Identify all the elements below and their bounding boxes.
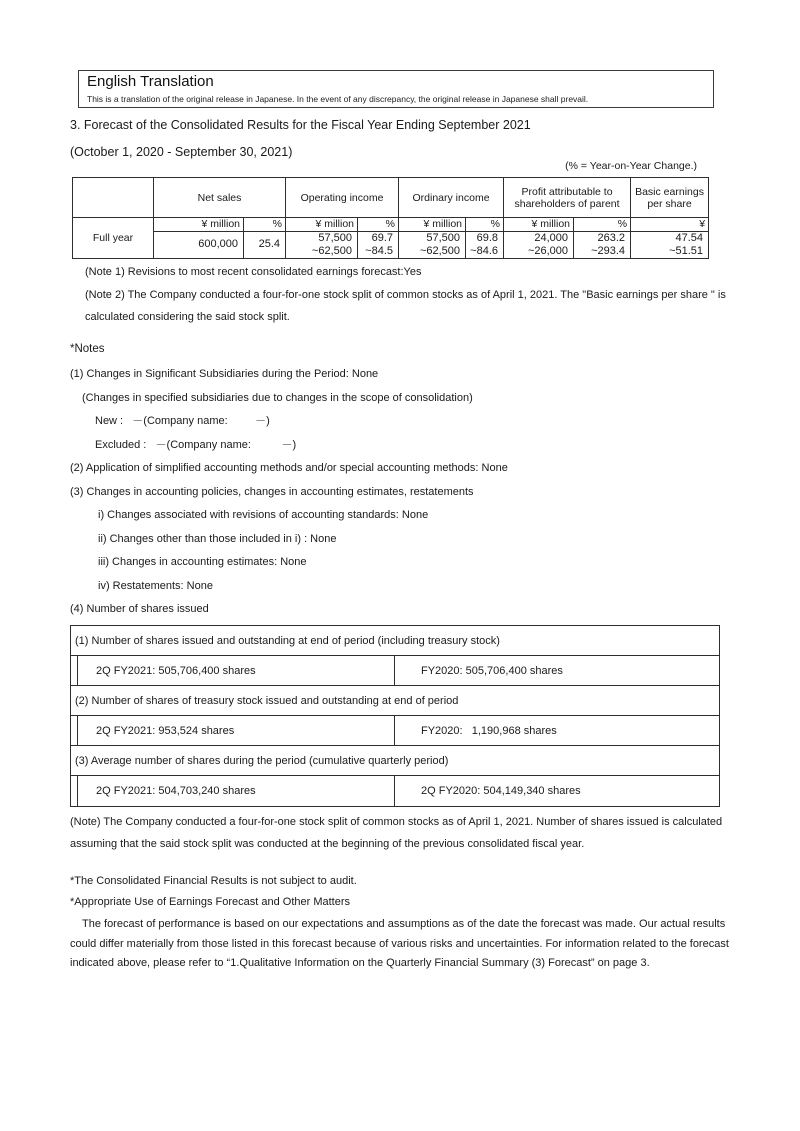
note-item-2: (2) Application of simplified accounting methods and/or special accounting methods: None: [70, 462, 508, 474]
notes-title: *Notes: [70, 343, 105, 355]
note-item-1-excluded: Excluded : －(Company name: －): [95, 438, 297, 451]
translation-box-disclaimer: This is a translation of the original release in Japanese. In the event of any discrepancy, the original release in Japanese shall prevail.: [87, 94, 589, 104]
shares-1-current: 2Q FY2021: 505,706,400 shares: [71, 656, 395, 685]
profit-pct-low: 263.2: [597, 232, 626, 244]
cell-basic-eps: [631, 232, 709, 259]
operating-income-pct-high: ~84.5: [365, 244, 394, 257]
operating-income-value-low: 57,500: [318, 232, 352, 244]
operating-income-value-high: ~62,500: [311, 244, 352, 257]
forecast-table: [72, 177, 709, 259]
shares-data-row-3: [71, 776, 719, 806]
unit-operating-income-pct: %: [358, 218, 399, 232]
cell-operating-income-pct: [358, 232, 399, 259]
unit-ordinary-income-value: ¥ million: [399, 218, 466, 232]
shares-3-previous: 2Q FY2020: 504,149,340 shares: [421, 785, 581, 797]
shares-table: [70, 625, 720, 807]
shares-header-2: (2) Number of shares of treasury stock issued and outstanding at end of period: [71, 686, 719, 716]
shares-2-current: 2Q FY2021: 953,524 shares: [71, 716, 395, 745]
row-label-full-year: Full year: [73, 218, 154, 259]
unit-net-sales-value: ¥ million: [154, 218, 244, 232]
col-header-operating-income: Operating income: [286, 178, 399, 218]
basic-eps-high: ~51.51: [669, 244, 704, 257]
note-item-4: (4) Number of shares issued: [70, 603, 209, 615]
notes-section: [70, 342, 735, 626]
shares-data-row-1: [71, 656, 719, 686]
forecast-note-1: (Note 1) Revisions to most recent consolidated earnings forecast:Yes: [85, 266, 422, 278]
shares-1-previous: FY2020: 505,706,400 shares: [421, 664, 563, 677]
note-item-3: (3) Changes in accounting policies, changes in accounting estimates, restatements: [70, 485, 474, 498]
shares-header-1: (1) Number of shares issued and outstanding at end of period (including treasury stock): [71, 626, 719, 656]
forecast-table-header-row: [73, 178, 709, 218]
unit-ordinary-income-pct: %: [466, 218, 504, 232]
translation-box: [78, 70, 714, 108]
shares-table-note: (Note) The Company conducted a four-for-one stock split of common stocks as of April 1, 2021. Number of shares issued is calculated assuming that the said stock split was conducted at the beginning of the previous consolidated fiscal year.: [70, 816, 723, 850]
profit-pct-high: ~293.4: [591, 244, 626, 257]
fiscal-period: (October 1, 2020 - September 30, 2021): [70, 145, 293, 159]
cell-net-sales-value: [154, 232, 244, 259]
note-item-1-sub: (Changes in specified subsidiaries due to changes in the scope of consolidation): [82, 391, 473, 404]
col-header-ordinary-income: Ordinary income: [399, 178, 504, 218]
shares-header-3: (3) Average number of shares during the period (cumulative quarterly period): [71, 746, 719, 776]
section-heading: 3. Forecast of the Consolidated Results for the Fiscal Year Ending September 2021: [70, 118, 531, 132]
cell-profit-pct: [574, 232, 631, 259]
ordinary-income-value-low: 57,500: [426, 232, 461, 244]
shares-2-previous: FY2020: 1,190,968 shares: [421, 724, 557, 737]
forecast-note-2: (Note 2) The Company conducted a four-for-one stock split of common stocks as of April 1, 2021. The "Basic earnings per share " is calculated considering the said stock split.: [85, 288, 726, 323]
forecast-table-units-row: [73, 218, 709, 232]
note-item-3-iv: iv) Restatements: None: [98, 579, 213, 592]
net-sales-pct: 25.4: [258, 238, 280, 251]
note-item-3-i: i) Changes associated with revisions of accounting standards: None: [98, 509, 429, 521]
note-item-3-ii: ii) Changes other than those included in i) : None: [98, 532, 337, 545]
cell-ordinary-income-pct: [466, 232, 504, 259]
unit-profit-pct: %: [574, 218, 631, 232]
net-sales-value: 600,000: [198, 238, 238, 251]
forecast-table-data-row: [73, 232, 709, 259]
corner-cell: [73, 178, 154, 218]
unit-operating-income-value: ¥ million: [286, 218, 358, 232]
ordinary-income-pct-high: ~84.6: [470, 244, 499, 257]
col-header-profit-attributable: Profit attributable to shareholders of parent: [504, 178, 631, 218]
note-item-1-new: New : －(Company name: －): [95, 415, 270, 427]
profit-value-high: ~26,000: [527, 244, 569, 257]
unit-profit-value: ¥ million: [504, 218, 574, 232]
shares-data-row-2: [71, 716, 719, 746]
note-item-3-iii: iii) Changes in accounting estimates: None: [98, 556, 307, 568]
profit-value-low: 24,000: [534, 232, 569, 244]
note-item-1: (1) Changes in Significant Subsidiaries during the Period: None: [70, 368, 379, 380]
cell-operating-income-value: [286, 232, 358, 259]
unit-basic-eps: ¥: [631, 218, 709, 232]
operating-income-pct-low: 69.7: [371, 232, 394, 244]
ordinary-income-pct-low: 69.8: [476, 232, 499, 244]
ordinary-income-value-high: ~62,500: [419, 244, 461, 257]
cell-ordinary-income-value: [399, 232, 466, 259]
unit-net-sales-pct: %: [244, 218, 286, 232]
audit-note: *The Consolidated Financial Results is not subject to audit.: [70, 875, 357, 887]
col-header-net-sales: Net sales: [154, 178, 286, 218]
cell-profit-value: [504, 232, 574, 259]
footer-section: [70, 871, 732, 974]
shares-3-current: 2Q FY2021: 504,703,240 shares: [71, 776, 395, 806]
forecast-use-title: *Appropriate Use of Earnings Forecast and Other Matters: [70, 896, 351, 908]
forecast-table-notes: [85, 261, 733, 329]
basic-eps-low: 47.54: [675, 232, 704, 244]
translation-box-title: English Translation: [87, 73, 214, 90]
yoy-change-note: (% = Year-on-Year Change.): [565, 160, 697, 172]
col-header-basic-eps: Basic earnings per share: [631, 178, 709, 218]
cell-net-sales-pct: [244, 232, 286, 259]
forecast-use-body: The forecast of performance is based on our expectations and assumptions as of the date the forecast was made. Our actual results could differ materially from those listed in this forecast because of various risks and uncertainties. For information related to the forecast indicated above, please refer to “1.Qualitative Information on the Quarterly Financial Summary (3) Forecast” on page 3.: [70, 918, 729, 969]
